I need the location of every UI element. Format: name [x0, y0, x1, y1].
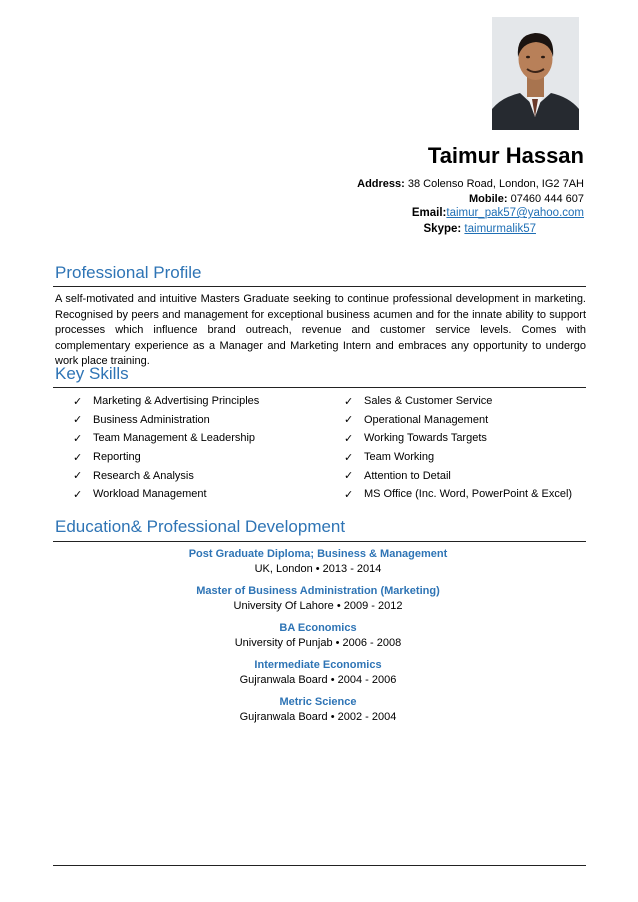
checkmark-icon: ✓: [344, 451, 354, 464]
profile-photo: [492, 17, 579, 130]
skill-label: Sales & Customer Service: [364, 395, 493, 408]
skill-label: Business Administration: [93, 413, 210, 426]
skill-label: Team Management & Leadership: [93, 432, 256, 445]
address-label: Address:: [357, 178, 405, 190]
skype-link[interactable]: taimurmalik57: [464, 223, 536, 235]
skill-item: [73, 429, 259, 448]
skill-item: [73, 448, 259, 467]
degree-detail: UK, London • 2013 - 2014: [254, 563, 382, 575]
skill-item: [344, 466, 572, 485]
degree-title: Post Graduate Diploma; Business & Management: [188, 548, 448, 560]
profile-divider: [53, 286, 586, 287]
mobile-line: [469, 193, 584, 205]
portrait-image: [492, 17, 579, 130]
skills-divider: [53, 387, 586, 388]
degree-title: Metric Science: [279, 696, 357, 708]
skill-item: [344, 411, 572, 430]
checkmark-icon: ✓: [73, 414, 83, 427]
skills-column-right: [344, 392, 572, 504]
checkmark-icon: ✓: [73, 488, 83, 501]
skill-label: Attention to Detail: [364, 469, 451, 482]
degree-detail: Gujranwala Board • 2004 - 2006: [239, 674, 397, 686]
skill-label: Marketing & Advertising Principles: [93, 395, 260, 408]
skill-item: [73, 466, 259, 485]
degree-title: Intermediate Economics: [254, 659, 382, 671]
skill-label: MS Office (Inc. Word, PowerPoint & Excel): [364, 488, 573, 501]
skill-item: [344, 485, 572, 504]
skill-label: Operational Management: [364, 413, 489, 426]
skill-label: Team Working: [364, 451, 435, 464]
skills-heading: Key Skills: [55, 364, 129, 383]
education-heading: Education& Professional Development: [55, 517, 346, 536]
skill-label: Workload Management: [93, 488, 207, 501]
email-link[interactable]: taimur_pak57@yahoo.com: [446, 207, 584, 219]
checkmark-icon: ✓: [344, 395, 354, 408]
skill-label: Reporting: [93, 451, 141, 464]
email-line: [412, 207, 584, 219]
checkmark-icon: ✓: [344, 488, 354, 501]
checkmark-icon: ✓: [73, 432, 83, 445]
skype-line: [424, 223, 537, 235]
skill-label: Research & Analysis: [93, 469, 194, 482]
education-entry: [118, 547, 518, 577]
education-list: [118, 547, 518, 732]
checkmark-icon: ✓: [73, 395, 83, 408]
profile-text: A self-motivated and intuitive Masters Graduate seeking to continue professional development in marketing. Recognised by peers and management for exceptional business acumen and for the innate ability to support processes which influence brand outreach, revenue and customer service levels. Comes with complementary experience as a Manager and Marketing Intern and embraces any opportunity to undergo work place training.: [55, 293, 586, 367]
skill-item: [344, 392, 572, 411]
skill-item: [344, 429, 572, 448]
checkmark-icon: ✓: [344, 470, 354, 483]
email-label: Email:: [411, 207, 447, 219]
degree-detail: University of Punjab • 2006 - 2008: [234, 637, 402, 649]
mobile-label: Mobile:: [469, 193, 508, 205]
skill-item: [73, 411, 259, 430]
degree-detail: Gujranwala Board • 2002 - 2004: [239, 711, 397, 723]
education-entry: [118, 695, 518, 725]
skill-item: [344, 448, 572, 467]
mobile-value: 07460 444 607: [510, 193, 584, 205]
address-value: 38 Colenso Road, London, IG2 7AH: [407, 178, 584, 190]
degree-title: Master of Business Administration (Marketing): [196, 585, 440, 597]
address-line: [357, 178, 584, 190]
footer-divider: [53, 865, 586, 866]
education-entry: [118, 621, 518, 651]
skill-label: Working Towards Targets: [364, 432, 487, 445]
degree-title: BA Economics: [279, 622, 357, 634]
skills-column-left: [73, 392, 259, 504]
checkmark-icon: ✓: [344, 432, 354, 445]
profile-heading: Professional Profile: [55, 263, 202, 282]
checkmark-icon: ✓: [344, 414, 354, 427]
skill-item: [73, 485, 259, 504]
education-entry: [118, 658, 518, 688]
skype-label: Skype:: [423, 223, 462, 235]
skill-item: [73, 392, 259, 411]
education-entry: [118, 584, 518, 614]
education-divider: [53, 541, 586, 542]
candidate-name: Taimur Hassan: [427, 143, 584, 168]
checkmark-icon: ✓: [73, 451, 83, 464]
degree-detail: University Of Lahore • 2009 - 2012: [233, 600, 403, 612]
checkmark-icon: ✓: [73, 470, 83, 483]
